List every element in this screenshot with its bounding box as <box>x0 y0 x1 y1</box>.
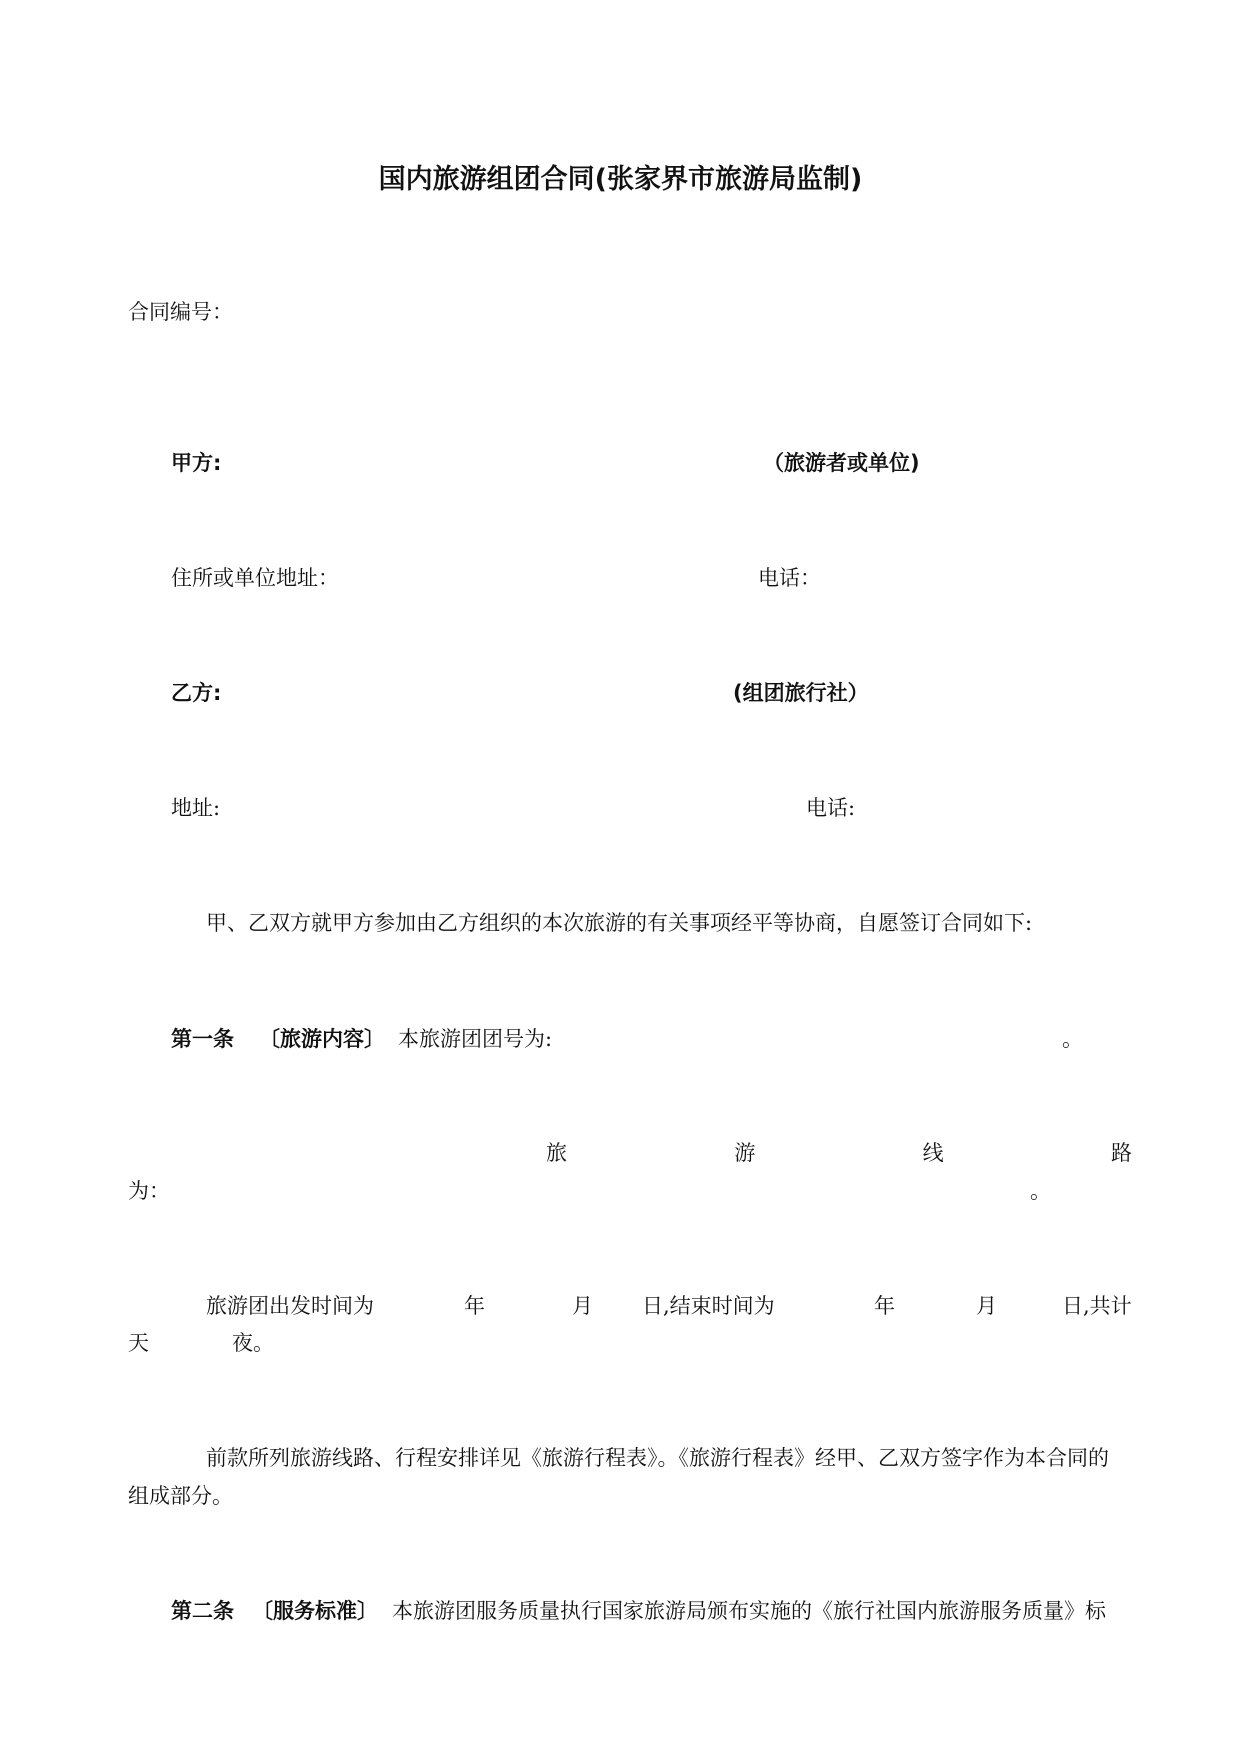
schedule-night-label: 夜。 <box>232 1331 274 1355</box>
article-2-tag: 〔服务标准〕 <box>252 1599 378 1623</box>
schedule-month-1: 月 <box>572 1294 593 1318</box>
schedule-year-2: 年 <box>874 1294 895 1318</box>
party-a-phone-label: 电话： <box>758 566 821 590</box>
contract-number-label: 合同编号： <box>128 300 233 324</box>
schedule-year-1: 年 <box>464 1294 485 1318</box>
schedule-month-2: 月 <box>976 1294 997 1318</box>
route-char: 路 <box>1110 1141 1132 1165</box>
route-line-2: 为： <box>128 1179 170 1203</box>
article-1-heading: 第一条 <box>171 1027 234 1051</box>
preamble-paragraph: 甲、乙双方就甲方参加由乙方组织的本次旅游的有关事项经平等协商，自愿签订合同如下: <box>206 911 1033 935</box>
party-a-address-label: 住所或单位地址： <box>171 566 339 590</box>
article-2-text: 本旅游团服务质量执行国家旅游局颁布实施的《旅行社国内旅游服务质量》标 <box>392 1599 1106 1623</box>
party-b-note: (组团旅行社） <box>733 681 869 705</box>
party-a-note: （旅游者或单位) <box>763 451 920 475</box>
article-2-heading: 第二条 <box>171 1599 234 1623</box>
article-1-end-mark: 。 <box>1062 1027 1083 1051</box>
route-char: 旅 <box>546 1141 567 1165</box>
itinerary-paragraph-line-1: 前款所列旅游线路、行程安排详见《旅游行程表》。《旅游行程表》经甲、乙双方签字作为本合同的 <box>206 1446 1109 1470</box>
article-1-text: 本旅游团团号为: <box>398 1027 553 1051</box>
document-title: 国内旅游组团合同(张家界市旅游局监制) <box>378 164 863 195</box>
route-line <box>546 1143 1132 1164</box>
party-a-label: 甲方: <box>171 451 222 475</box>
party-b-phone-label: 电话: <box>806 796 856 820</box>
route-end-mark: 。 <box>1030 1179 1051 1203</box>
article-1-tag: 〔旅游内容〕 <box>259 1027 385 1051</box>
schedule-day-1: 日,结束时间为 <box>642 1294 775 1318</box>
schedule-prefix: 旅游团出发时间为 <box>206 1294 374 1318</box>
route-char: 线 <box>922 1141 944 1165</box>
party-b-label: 乙方: <box>171 681 222 705</box>
schedule-day-2: 日,共计 <box>1062 1294 1132 1318</box>
party-b-address-label: 地址: <box>171 796 221 820</box>
itinerary-paragraph-line-2: 组成部分。 <box>128 1484 233 1508</box>
schedule-day-label: 天 <box>128 1331 149 1355</box>
route-char: 游 <box>734 1141 756 1165</box>
